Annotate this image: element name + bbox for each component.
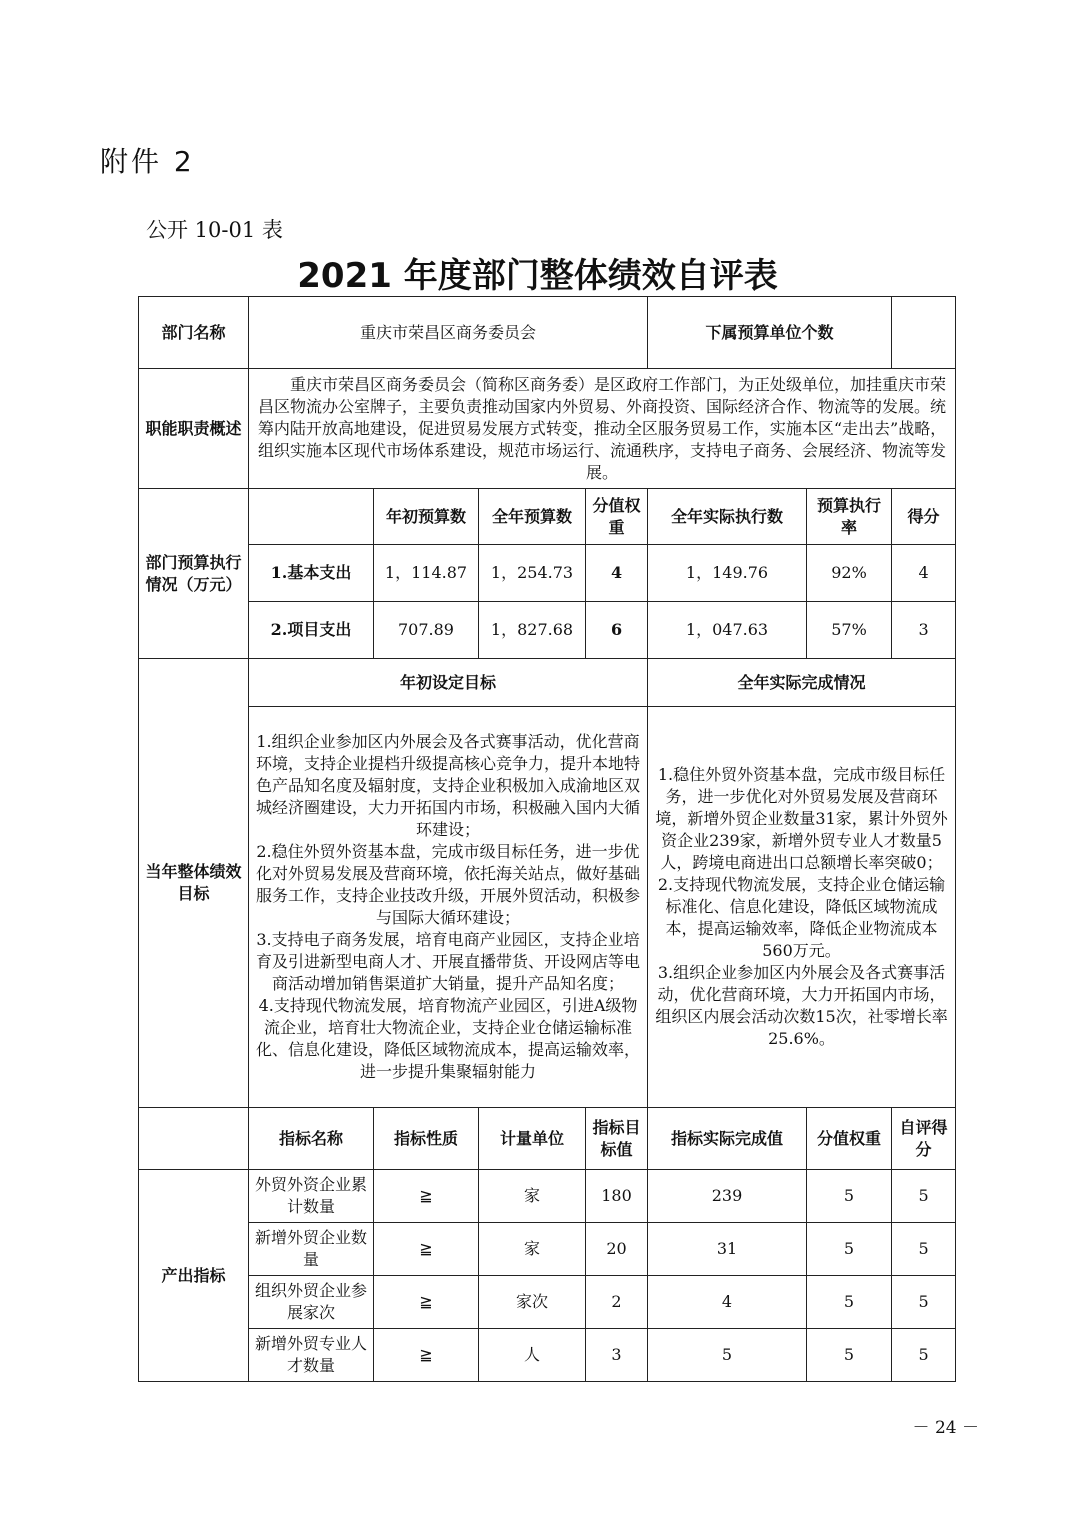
budget-row-label: 2.项目支出 [249,602,374,659]
indicator-row [139,1223,956,1276]
indicator-score: 5 [892,1329,956,1382]
indicator-actual: 5 [648,1329,807,1382]
budget-cell: 1，114.87 [374,545,479,602]
indicator-target: 2 [586,1276,648,1329]
indicator-weight: 5 [807,1276,892,1329]
indicator-actual: 4 [648,1276,807,1329]
indicator-actual: 31 [648,1223,807,1276]
indicator-header-unit: 计量单位 [479,1108,586,1170]
budget-cell: 1，254.73 [479,545,586,602]
indicator-unit: 人 [479,1329,586,1382]
indicator-header-target: 指标目标值 [586,1108,648,1170]
indicator-header-name: 指标名称 [249,1108,374,1170]
indicator-score: 5 [892,1223,956,1276]
indicator-header-nature: 指标性质 [374,1108,479,1170]
indicator-target: 3 [586,1329,648,1382]
goals-initial-header: 年初设定目标 [249,659,648,707]
budget-header-executed: 全年实际执行数 [648,489,807,545]
duties-label: 职能职责概述 [139,369,249,489]
budget-row-label: 1.基本支出 [249,545,374,602]
budget-cell: 4 [586,545,648,602]
indicator-category: 产出指标 [139,1170,249,1382]
indicator-unit: 家 [479,1170,586,1223]
goals-header-row [139,659,956,707]
indicator-score: 5 [892,1170,956,1223]
indicator-nature: ≧ [374,1223,479,1276]
duties-row [139,369,956,489]
performance-table [138,296,956,1382]
sub-units-value [892,297,956,369]
indicator-actual: 239 [648,1170,807,1223]
budget-header-rate: 预算执行率 [807,489,892,545]
indicator-nature: ≧ [374,1276,479,1329]
budget-header-initial: 年初预算数 [374,489,479,545]
indicator-header-score: 自评得分 [892,1108,956,1170]
budget-cell: 3 [892,602,956,659]
indicator-row [139,1170,956,1223]
budget-cell: 4 [892,545,956,602]
goals-actual-text: 1.稳住外贸外资基本盘，完成市级目标任务，进一步优化对外贸易发展及营商环境，新增外贸企业数量31家，累计外贸外资企业239家，新增外贸专业人才数量5人，跨境电商进出口总额增长率突破0； 2.支持现代物流发展，支持企业仓储运输标准化、信息化建设，降低区域物流成本，提高运输效率，降低企业物流成本560万元。 3.组织企业参加区内外展会及各式赛事活动，优化营商环境，大力开拓国内市场，组织区内展会活动次数15次，社零增长率25.6%。 [648,707,956,1108]
dept-name-label: 部门名称 [139,297,249,369]
duties-text: 重庆市荣昌区商务委员会（简称区商务委）是区政府工作部门，为正处级单位，加挂重庆市荣昌区物流办公室牌子，主要负责推动国家内外贸易、外商投资、国际经济合作、物流等的发展。统筹内陆开放高地建设，促进贸易发展方式转变，推动全区服务贸易工作，实施本区“走出去”战略，组织实施本区现代市场体系建设，规范市场运行、流通秩序，支持电子商务、会展经济、物流等发展。 [249,369,956,489]
indicator-row [139,1329,956,1382]
goals-content-row [139,707,956,1108]
indicator-target: 20 [586,1223,648,1276]
budget-header-row [139,489,956,545]
budget-cell: 57% [807,602,892,659]
budget-header-weight: 分值权重 [586,489,648,545]
budget-header-blank [249,489,374,545]
indicator-name: 新增外贸企业数量 [249,1223,374,1276]
budget-label: 部门预算执行情况（万元） [139,489,249,659]
goals-initial-text: 1.组织企业参加区内外展会及各式赛事活动，优化营商环境，支持企业提档升级提高核心竞争力，提升本地特色产品知名度及辐射度，支持企业积极加入成渝地区双城经济圈建设，大力开拓国内市场，积极融入国内大循环建设； 2.稳住外贸外资基本盘，完成市级目标任务，进一步优化对外贸易发展及营商环境，依托海关站点，做好基础服务工作，支持企业技改升级，开展外贸活动，积极参与国际大循环建设； 3.支持电子商务发展，培育电商产业园区，支持企业培育及引进新型电商人才、开展直播带货、开设网店等电商活动增加销售渠道扩大销量，提升产品知名度； 4.支持现代物流发展，培育物流产业园区，引进A级物流企业，培育壮大物流企业，支持企业仓储运输标准化、信息化建设，降低区域物流成本，提高运输效率，进一步提升集聚辐射能力 [249,707,648,1108]
indicator-weight: 5 [807,1170,892,1223]
indicator-unit: 家 [479,1223,586,1276]
indicator-nature: ≧ [374,1329,479,1382]
indicator-header-blank [139,1108,249,1170]
indicator-name: 组织外贸企业参展家次 [249,1276,374,1329]
indicator-weight: 5 [807,1223,892,1276]
page-title: 2021 年度部门整体绩效自评表 [297,256,778,296]
indicator-header-row [139,1108,956,1170]
goals-actual-header: 全年实际完成情况 [648,659,956,707]
budget-cell: 92% [807,545,892,602]
budget-cell: 1，047.63 [648,602,807,659]
dept-row [139,297,956,369]
form-number: 公开 10-01 表 [146,218,283,242]
budget-cell: 1，149.76 [648,545,807,602]
indicator-weight: 5 [807,1329,892,1382]
budget-cell: 707.89 [374,602,479,659]
indicator-unit: 家次 [479,1276,586,1329]
budget-row [139,602,956,659]
indicator-score: 5 [892,1276,956,1329]
indicator-header-actual: 指标实际完成值 [648,1108,807,1170]
budget-cell: 6 [586,602,648,659]
budget-header-score: 得分 [892,489,956,545]
indicator-header-weight: 分值权重 [807,1108,892,1170]
page-number: － 24 － [912,1418,979,1438]
indicator-row [139,1276,956,1329]
budget-header-annual: 全年预算数 [479,489,586,545]
indicator-nature: ≧ [374,1170,479,1223]
indicator-name: 新增外贸专业人才数量 [249,1329,374,1382]
indicator-name: 外贸外资企业累计数量 [249,1170,374,1223]
dept-name-value: 重庆市荣昌区商务委员会 [249,297,648,369]
attachment-label: 附件 2 [100,145,195,178]
budget-row [139,545,956,602]
budget-cell: 1，827.68 [479,602,586,659]
indicator-target: 180 [586,1170,648,1223]
goals-label: 当年整体绩效目标 [139,659,249,1108]
sub-units-label: 下属预算单位个数 [648,297,892,369]
